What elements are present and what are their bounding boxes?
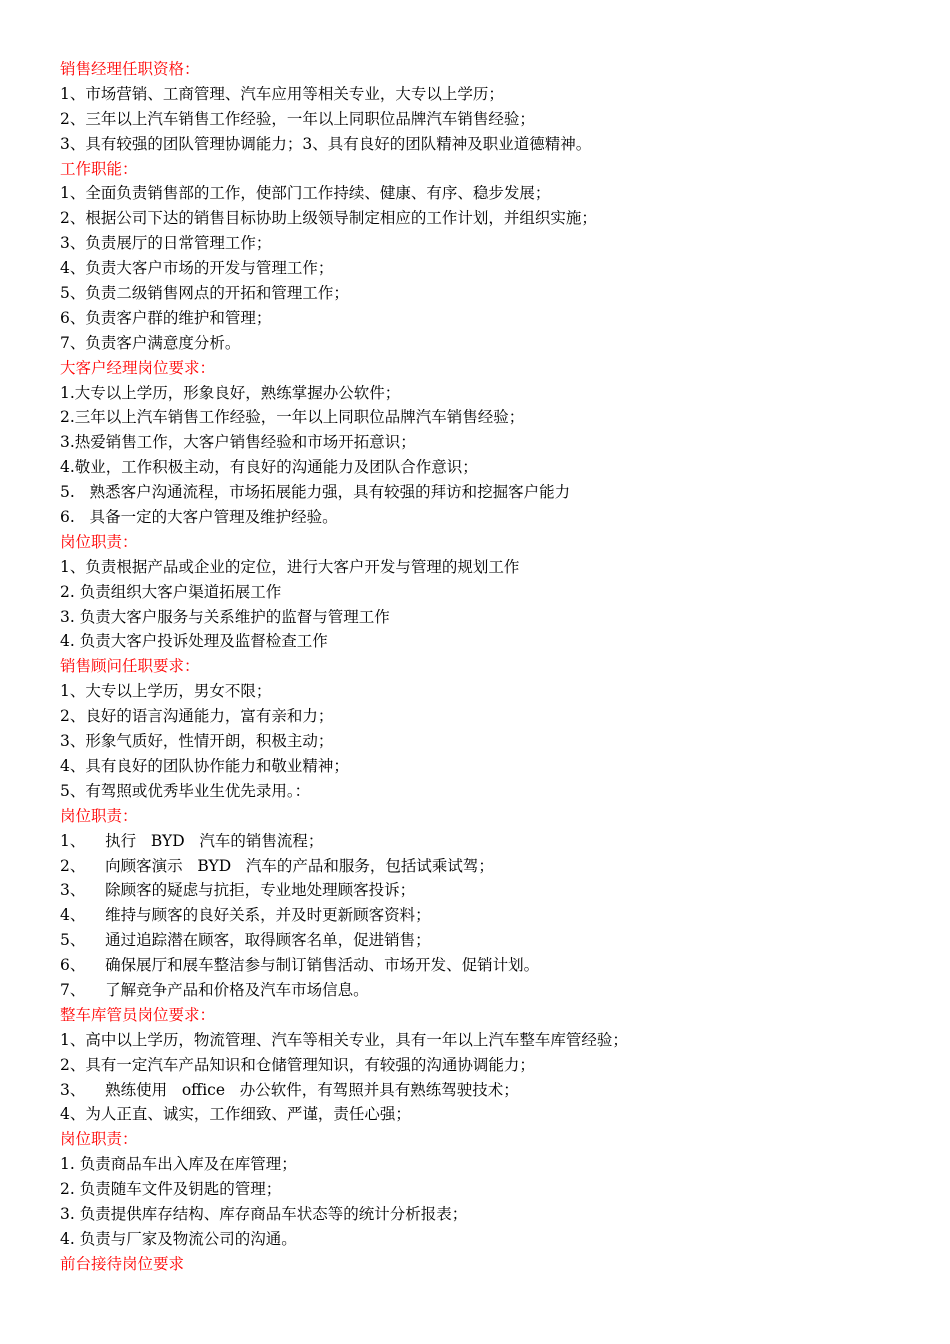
body-line: 4、 维持与顾客的良好关系，并及时更新顾客资料； <box>60 906 431 925</box>
section-heading: 整车库管员岗位要求： <box>60 1005 216 1024</box>
body-line: 1、大专以上学历，男女不限； <box>60 682 272 701</box>
section-heading: 大客户经理岗位要求： <box>60 358 216 377</box>
body-line: 1. 负责商品车出入库及在库管理； <box>60 1155 297 1174</box>
section-heading: 前台接待岗位要求 <box>60 1254 185 1273</box>
body-line: 4、负责大客户市场的开发与管理工作； <box>60 259 334 278</box>
body-line: 4、为人正直、诚实，工作细致、严谨，责任心强； <box>60 1105 411 1124</box>
body-line: 5、负责二级销售网点的开拓和管理工作； <box>60 284 349 303</box>
body-line: 2.三年以上汽车销售工作经验，一年以上同职位品牌汽车销售经验； <box>60 408 525 427</box>
body-line: 3. 负责提供库存结构、库存商品车状态等的统计分析报表； <box>60 1204 468 1223</box>
section-heading: 销售顾问任职要求： <box>60 657 200 676</box>
body-line: 3、负责展厅的日常管理工作； <box>60 234 272 253</box>
body-line: 1、市场营销、工商管理、汽车应用等相关专业，大专以上学历； <box>60 84 504 103</box>
body-line: 7、负责客户满意度分析。 <box>60 333 241 352</box>
section-heading: 销售经理任职资格： <box>60 60 200 78</box>
body-line: 1、全面负责销售部的工作，使部门工作持续、健康、有序、稳步发展； <box>60 184 551 203</box>
body-line: 4、具有良好的团队协作能力和敬业精神； <box>60 756 349 775</box>
body-line: 2. 负责组织大客户渠道拓展工作 <box>60 582 282 601</box>
body-line: 3、具有较强的团队管理协调能力；3、具有良好的团队精神及职业道德精神。 <box>60 134 592 153</box>
body-line: 2、 向顾客演示 BYD 汽车的产品和服务，包括试乘试驾； <box>60 856 494 875</box>
body-line: 5、有驾照或优秀毕业生优先录用。： <box>60 781 311 800</box>
body-line: 1.大专以上学历，形象良好，熟练掌握办公软件； <box>60 383 401 402</box>
section-heading: 岗位职责： <box>60 532 138 551</box>
body-line: 1、负责根据产品或企业的定位，进行大客户开发与管理的规划工作 <box>60 557 520 576</box>
body-line: 5、 通过追踪潜在顾客，取得顾客名单，促进销售； <box>60 931 431 950</box>
body-line: 3、形象气质好，性情开朗，积极主动； <box>60 732 334 751</box>
body-line: 4.敬业，工作积极主动，有良好的沟通能力及团队合作意识； <box>60 458 478 477</box>
body-line: 2、根据公司下达的销售目标协助上级领导制定相应的工作计划，并组织实施； <box>60 209 597 228</box>
body-line: 7、 了解竞争产品和价格及汽车市场信息。 <box>60 980 369 999</box>
body-line: 4. 负责与厂家及物流公司的沟通。 <box>60 1229 297 1248</box>
body-line: 3. 负责大客户服务与关系维护的监督与管理工作 <box>60 607 390 626</box>
body-line: 1、 执行 BYD 汽车的销售流程； <box>60 831 324 850</box>
body-line: 4. 负责大客户投诉处理及监督检查工作 <box>60 632 328 651</box>
body-line: 2、具有一定汽车产品知识和仓储管理知识，有较强的沟通协调能力； <box>60 1055 535 1074</box>
body-line: 2、三年以上汽车销售工作经验，一年以上同职位品牌汽车销售经验； <box>60 109 535 128</box>
document-page <box>60 57 920 1277</box>
body-line: 3.热爱销售工作，大客户销售经验和市场开拓意识； <box>60 433 416 452</box>
body-line: 6. 具备一定的大客户管理及维护经验。 <box>60 508 338 527</box>
section-heading: 岗位职责： <box>60 806 138 825</box>
body-line: 6、 确保展厅和展车整洁参与制订销售活动、市场开发、促销计划。 <box>60 956 540 975</box>
section-heading: 工作职能： <box>60 159 138 178</box>
body-line: 5. 熟悉客户沟通流程，市场拓展能力强，具有较强的拜访和挖掘客户能力 <box>60 483 571 502</box>
body-line: 2、良好的语言沟通能力，富有亲和力； <box>60 707 334 726</box>
body-line: 2. 负责随车文件及钥匙的管理； <box>60 1180 282 1199</box>
section-heading: 岗位职责： <box>60 1130 138 1149</box>
body-line: 1、高中以上学历，物流管理、汽车等相关专业，具有一年以上汽车整车库管经验； <box>60 1030 628 1049</box>
body-line: 3、 除顾客的疑虑与抗拒，专业地处理顾客投诉； <box>60 881 416 900</box>
body-line: 6、负责客户群的维护和管理； <box>60 308 272 327</box>
body-line: 3、 熟练使用 office 办公软件，有驾照并具有熟练驾驶技术； <box>60 1080 519 1099</box>
